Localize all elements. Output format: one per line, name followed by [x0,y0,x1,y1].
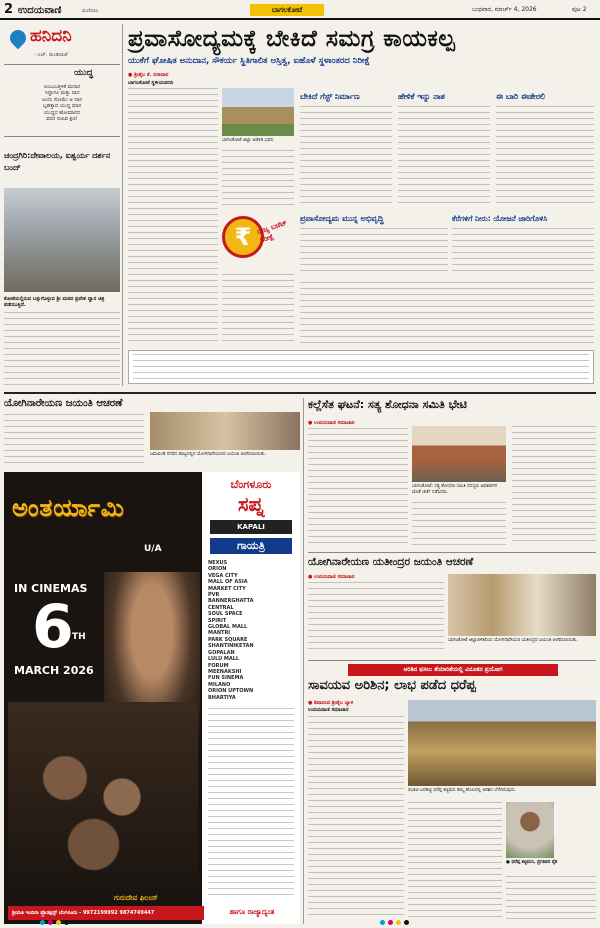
screen-item: SHANTINIKETAN [208,643,254,650]
yoga-right-story [308,556,596,656]
side-headline: ಈ ಬಾರಿ ಈಡೇರಲಿ [496,92,546,101]
screen-item: ORION UPTOWN [208,688,254,695]
screen-item: MARKET CITY [208,585,246,592]
yoga-left-story [4,398,300,468]
cert-badge: U/A [144,544,162,554]
yoga-left-photo [150,412,300,450]
movie-title: ಅಂತರ್ಯಾಮಿ [12,494,125,522]
divider [4,64,120,65]
ad-bottom-label: ಹಾಗೂ ರಾಜ್ಯಾದ್ಯಂತ [204,908,300,917]
screen-item: LULU MALL [208,656,240,663]
screen-item: MANTRI [208,630,231,637]
lead-byline: ● ಶ್ರೀಶೈಲ ಕೆ. ಬಿರಾದಾರ [128,72,169,78]
lead-body-2 [222,150,294,208]
summary-body [133,354,589,382]
logo-brand: ಹನಿದನಿ [30,26,72,46]
reg-dot [56,920,61,925]
screen-list-more [208,708,294,898]
column-rule [303,398,304,924]
theatre-2: ಗಾಯತ್ರಿ [210,538,292,554]
screen-item: VEGA CITY [208,572,238,579]
poem-line: ಯುದ್ಧದ ಹೋಮಾನದ [43,109,81,116]
movie-cast-photo [8,702,198,892]
screen-item: BHARTIYA [208,694,236,701]
screen-item: MALL OF ASIA [208,579,248,586]
story-title: ಚಂದ್ರಗಿರಿ:ದೇವಾಲಯ, ಐಶ್ವರ್ಯ ದರ್ಶನ ಬಂದ್ [4,151,111,172]
masthead [0,0,600,20]
side-box-3 [496,92,594,210]
release-day-suffix: TH [72,632,86,642]
lead-body [128,88,218,346]
kalasetha-photo [412,426,506,482]
temple-photo-caption: ಕೋಟೆಯಲ್ಲಿರುವ ಬಸ್ಸುಗೊಳ್ಳುವ ಶ್ರೀ ಮಠದ ಪ್ರವೇಶ ದ್ವಾರ ಚಿತ್ರ ಪಡೆಯುತ್ತಿದೆ. [4,296,105,309]
divider [308,660,596,661]
screen-item: GOPALAN [208,649,235,656]
turmeric-field-photo [408,700,596,786]
paper-name: ಉದಯವಾಣಿ [18,5,62,16]
mid-body [300,228,448,274]
left-column [4,24,120,386]
mid-body [452,228,594,274]
column-byline: - ಎಚ್. ಡುಂಡಿರಾಜ್ [34,52,69,58]
lead-dateline: ಬಾಗಲಕೋಟೆ ಸ್ಥಳೀಯವರದಿ [128,80,174,86]
kalasetha-caption: ಬಾಗಲಕೋಟೆ: ಸತ್ಯ ಶೋಧನಾ ಸಮಿತಿ ಸದಸ್ಯರು ಅಧಿಕಾರಿಗಳ ಜೊತೆ ಚರ್ಚೆ ನಡೆಸಿದರು. [412,484,498,495]
organic-dateline: ಉದಯವಾಣಿ ಸಮಾಚಾರ [308,707,349,713]
budget-badge [222,210,294,270]
reg-dot [380,920,385,925]
kalasetha-body-3 [512,426,596,546]
mid-box-2 [452,214,594,276]
yoga-left-headline: ಯೋಗಿನಾರೇಯಣ ಜಯಂತಿ ಆಚರಣೆ [4,398,123,409]
mid-headline: ಕೆರೆಗಳಿಗೆ ನೀರು: ಯೋಜನೆ ಜಾರಿಗೊಳಿಸಿ [452,214,548,223]
turmeric-caption: ರಬಕವಿ-ಬನಹಟ್ಟಿ ಧರೆಪ್ಪ ಕಟ್ಟಿಮನಿ ತಮ್ಮ ಹೊಲದಲ್ಲಿ ಅರಿಶಿನ ಬೆಳೆದಿರುವುದು. [408,788,517,793]
drop-icon [7,27,30,50]
poem [6,84,118,122]
reg-dot [396,920,401,925]
screen-item: BANNERGHATTA [208,598,254,605]
ad-footer-banner: ಶ್ರೀಮತಿ ಇಂದಿರಾ ಪ್ರೊಡಕ್ಷನ್ಸ್ ಬೆಂಗಳೂರು - 9972199992 9874749447 [8,906,204,920]
theatre-panel [202,472,300,924]
movie-ad [4,472,300,924]
office-photo [222,88,294,136]
yoga-right-headline: ಯೋಗಿನಾರೇಯಣ ಯತೀಂದ್ರರ ಜಯಂತಿ ಆಚರಣೆ [308,556,474,568]
screen-item: ORION [208,566,227,573]
release-day: 6 [32,592,74,662]
mid-box-1 [300,214,448,276]
theatre-1: ಸಪ್ನ [237,492,265,516]
registration-marks [0,920,600,926]
farmer-name: ● ಧರೆಪ್ಪ ಕಟ್ಟಿಮನಿ, ಪ್ರಗತಿಪರ ರೈತ [506,860,558,865]
screen-item: FUN SINEMA [208,675,244,682]
lead-summary-box [128,350,594,384]
divider [308,552,596,553]
side-box-2 [398,92,490,210]
side-box-1 [300,92,392,210]
poem-line: ಬೃಹತ್ತಾದ ಯುದ್ಧ ಮಾನ [42,103,82,110]
organic-body [308,716,404,920]
screen-item: FORUM [208,662,229,669]
side-headline: ಬೇಕಿದೆ ಗೆಸ್ಟ್ ನಿರ್ಮಾಣ [300,92,360,101]
screen-item: MEENAKSHI [208,668,242,675]
screen-item: SPIRIT [208,617,227,624]
kalasetha-body-2 [412,502,506,546]
screen-list [208,560,294,701]
poem-title: ಯುದ್ಧ [74,68,94,78]
screen-item: PARK SQUARE [208,636,248,643]
office-photo-caption: ಬಾಗಲಕೋಟೆ ಜಿಲ್ಲಾ ಆಡಳಿತ ಭವನ. [222,138,275,143]
story-body [4,312,120,386]
organic-byline: ● ಶಿವಾನಂದ ಶ್ರೀಶೈಲ ಬ್ಯಾಳಿ [308,700,354,706]
lead-headline: ಪ್ರವಾಸೋದ್ಯಮಕ್ಕೆ ಬೇಕಿದೆ ಸಮಗ್ರ ಕಾಯಕಲ್ಪ [128,26,456,52]
page-number: 2 [4,2,14,17]
reg-dot [40,920,45,925]
yoga-right-dateline: ● ಉದಯವಾಣಿ ಸಮಾಚಾರ [308,574,355,580]
release-month: MARCH 2026 [14,664,94,677]
yoga-left-body [4,414,144,464]
yoga-right-photo [448,574,596,636]
cities-title: ಬೆಂಗಳೂರು [230,478,272,491]
release-label: IN CINEMAS [14,582,88,595]
hanidani-logo [4,26,120,52]
distributor: ಗುರುದೇವ ಫಿಲಂಸ್ [114,894,158,902]
organic-kicker: ಆರಿಶಿನ ಫಸಲು ತೆಯಾರಿಕೆಯಲ್ಲಿ ವಿನೂತನ ಪ್ರಯೋಗ [348,664,558,676]
column-rule [122,24,123,386]
reg-dot [388,920,393,925]
screen-item: PVR [208,592,220,599]
screen-item: SOUL SPACE [208,611,243,618]
kalasetha-headline: ಕಲ್ಲೆಸೆತ ಘಟನೆ: ಸತ್ಯ ಶೋಧನಾ ಸಮಿತಿ ಭೇಟಿ [308,398,467,411]
kalasetha-story [308,398,596,548]
yoga-right-body [308,582,444,654]
section-divider [4,392,596,394]
theatre-3: KAPALI [210,520,292,534]
reg-dot [48,920,53,925]
divider [4,136,120,137]
farmer-photo [506,802,554,858]
side-body [496,106,594,206]
screen-item: MILANO [208,681,231,688]
page-label: ಪುಟ 2 [572,6,587,13]
side-body [398,106,490,206]
mid-headline: ಪ್ರವಾಸೋದ್ಯಮ ಮುನ್ನ ಅಭಿವೃದ್ಧಿ [300,214,384,223]
yoga-left-caption: ಜಮಖಂಡಿ ನಗರದ ಪಾಲ್ವದಲ್ಲಿನ ಯೋಗಿನಾರೇಯಣರ ಜಯಂತಿ ಆಚರಿಸಲಾಯಿತು. [150,452,266,457]
lower-body [300,282,594,346]
poem-line: ವರದ ಸುಖವ ಕ್ಷಣ! [46,116,78,123]
reg-dot [64,920,69,925]
rupee-icon: ₹ [222,216,264,258]
kalasetha-dateline: ● ಉದಯವಾಣಿ ಸಮಾಚಾರ [308,420,355,426]
side-body [300,106,392,206]
edition-tag[interactable]: ಬಾಗಲಕೋಟೆ [250,4,324,16]
lead-subheadline: ಯುಕೆಗೆ ಘೋಷಿತ ಅನುದಾನ, ಸೌಕರ್ಯ ಸ್ಥಿತಿಗಾಲಿತ ಆಸ್ತಿತ್ವ, ಐಹೊಳೆ ಸ್ಥಳಾಂತರದ ನಿರೀಕ್ಷೆ [128,56,370,66]
organic-body-3 [506,876,596,920]
temple-photo [4,188,120,292]
reg-dot [404,920,409,925]
screen-item: NEXUS [208,560,228,566]
side-headline: ಹೇಳಿಕೆ ಇನ್ನು ನಾಶ [398,92,445,101]
screen-item: CENTRAL [208,604,234,611]
poem-line: ಅಂದು ಸೋಮೇ ಆ ದಾನ [41,96,83,103]
kalasetha-body [308,428,408,546]
yoga-right-caption: ಬಾಗಲಕೋಟೆ ಜಿಲ್ಲಾಡಳಿತದಿಂದ ಯೋಗಿನಾರೇಯಣ ಯತೀಂದ್ರರ ಜಯಂತಿ ಆಚರಿಸಲಾಯಿತು. [448,638,579,643]
date-line: ಬುಧವಾರ, ಮಾರ್ಚ್ 4, 2026 [472,6,537,13]
badge-label: ರಾಜ್ಯ ಬಜೆಟ್ ನಿರೀಕ್ಷೆ [256,218,288,245]
lead-body-3 [222,274,294,346]
organic-body-2 [408,802,502,920]
organic-headline: ಸಾವಯವ ಅರಿಶಿನ; ಲಾಭ ಪಡೆದ ಧರೆಪ್ಪ [308,678,476,693]
paper-sub: ಮಣಿಪಾಲ [82,8,99,14]
poem-line: ಇದ್ದಾಗೂ ಮತ್ತು ದಾನ [44,90,80,97]
screen-item: GLOBAL MALL [208,624,248,631]
poem-line: ಅಂಬುಬತ್ತಳಿಕೆ ಮದಾನ [43,84,81,90]
organic-story [308,664,596,924]
